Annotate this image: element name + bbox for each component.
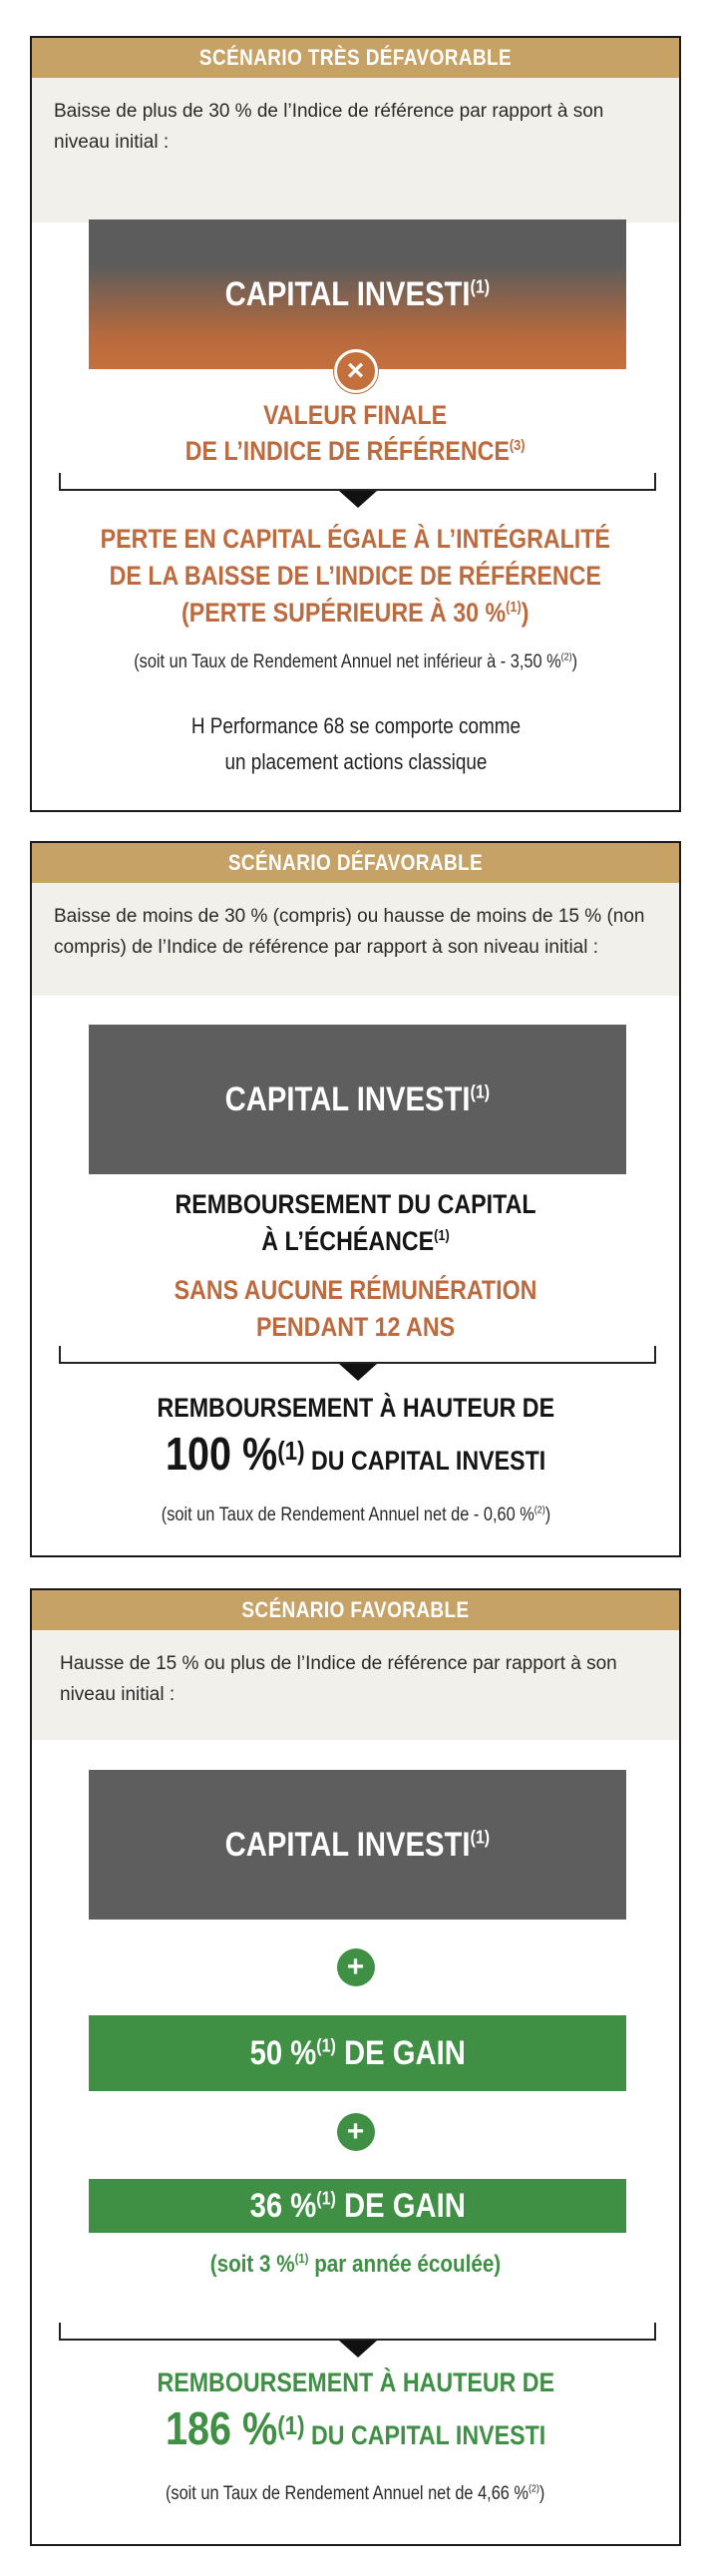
result-text: REMBOURSEMENT À HAUTEUR DE [157,1393,554,1423]
capital-investi-box: CAPITAL INVESTI$^{(1)}$ [89,219,626,369]
bracket-arrow [59,1346,656,1364]
arrow-down-icon [339,491,377,508]
per-year-text: (soit 3 %$^{(1)}$ par année écoulée) [209,2251,502,2278]
no-gain-label: SANS AUCUNE RÉMUNÉRATION PENDANT 12 ANS [174,1275,537,1342]
arrow-down-icon [339,2341,377,2358]
capital-investi-box: CAPITAL INVESTI$^{(1)}$ [89,1770,626,1920]
result-text: REMBOURSEMENT À HAUTEUR DE [157,2367,554,2397]
scenario-description: Baisse de plus de 30 % de l’Indice de référence par rapport à son niveau initial : [32,78,679,222]
capital-investi-box: CAPITAL INVESTI$^{(1)}$ [89,1025,626,1174]
plus-icon: + [337,2113,375,2151]
scenario-favorable-panel [30,1588,681,2546]
rate-text: (soit un Taux de Rendement Annuel net de 4,66 %$^{(2)}$) [166,2483,545,2504]
final-value-label: VALEUR FINALE DE L’INDICE DE RÉFÉRENCE$^{(3)}$ [185,400,526,466]
result-amount: 186 %$^{(1)}$ DU CAPITAL INVESTI [165,2402,546,2454]
result-text: PERTE EN CAPITAL ÉGALE À L’INTÉGRALITÉ DE LA BAISSE DE L’INDICE DE RÉFÉRENCE (PERTE SUPÉRIEURE À 30 %$^{(1)}$) [100,524,611,628]
scenario-tres-defavorable-panel [30,36,681,812]
footer-text: H Performance 68 se comporte comme un placement actions classique [190,713,521,774]
scenario-header: SCÉNARIO DÉFAVORABLE [77,843,633,883]
gain-box-50: 50 %$^{(1)}$ DE GAIN [89,2015,626,2091]
scenario-header: SCÉNARIO TRÈS DÉFAVORABLE [77,38,633,78]
scenario-description: Hausse de 15 % ou plus de l’Indice de référence par rapport à son niveau initial : [32,1630,679,1740]
gain-box-36: 36 %$^{(1)}$ DE GAIN [89,2179,626,2233]
bracket-arrow [59,473,656,491]
result-amount: 100 %$^{(1)}$ DU CAPITAL INVESTI [165,1428,546,1480]
plus-icon: + [337,1948,375,1986]
scenario-defavorable-panel [30,841,681,1557]
multiply-icon: × [334,349,378,393]
scenario-header: SCÉNARIO FAVORABLE [77,1590,633,1630]
rate-text: (soit un Taux de Rendement Annuel net inférieur à - 3,50 %$^{(2)}$) [134,651,577,672]
rate-text: (soit un Taux de Rendement Annuel net de - 0,60 %$^{(2)}$) [161,1504,550,1525]
scenario-description: Baisse de moins de 30 % (compris) ou hausse de moins de 15 % (non compris) de l’Indice de référence par rapport à son niveau initial : [32,883,679,996]
repayment-label: REMBOURSEMENT DU CAPITAL À L’ÉCHÉANCE$^{(1)}$ [175,1189,536,1256]
bracket-arrow [59,2323,656,2341]
arrow-down-icon [339,1364,377,1381]
